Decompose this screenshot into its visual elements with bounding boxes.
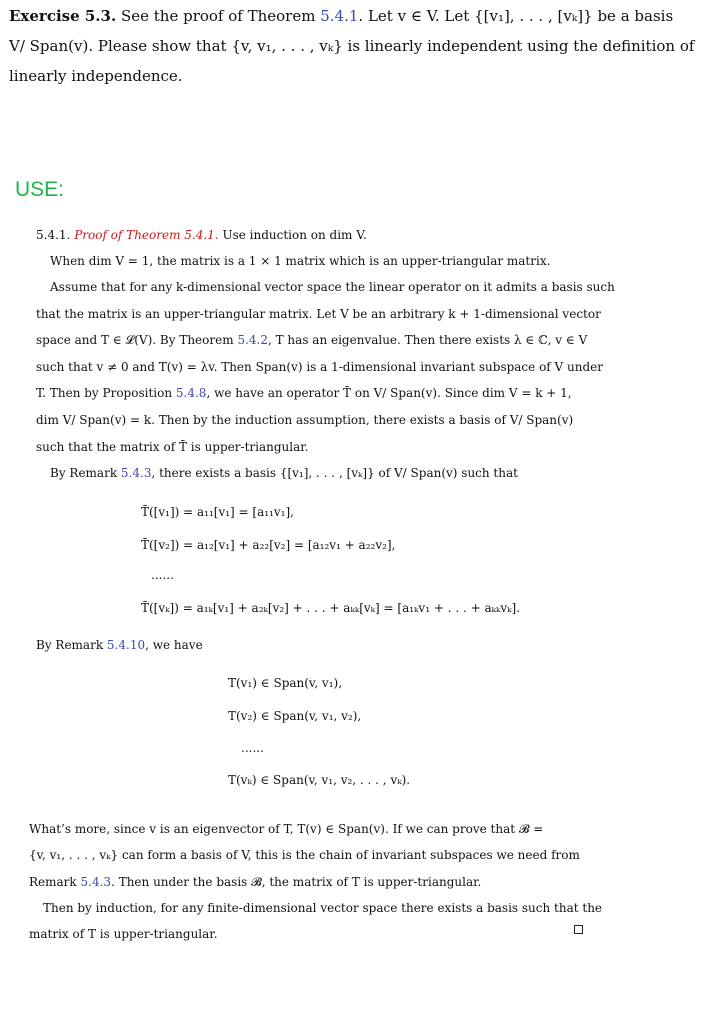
- use-label: USE:: [15, 178, 65, 201]
- proof-paragraph-2-line: [36, 333, 587, 347]
- proof-paragraph-2-line: Assume that for any k-dimensional vector space the linear operator on it admits a basis such: [50, 280, 615, 294]
- exercise-line-3: linearly independence.: [9, 67, 183, 85]
- proof-paragraph-6-line: matrix of T is upper-triangular.: [29, 927, 218, 941]
- proof-text: , there exists a basis {[v₁], . . . , [vₖ]} of V/ Span(v) such that: [151, 466, 518, 480]
- proof-paragraph-2-line: dim V/ Span(v) = k. Then by the induction assumption, there exists a basis of V/ Span(v): [36, 413, 574, 427]
- proof-paragraph-2-line: such that v ≠ 0 and T(v) = λv. Then Span(v) is a 1-dimensional invariant subspace of V under: [36, 360, 604, 374]
- remark-link[interactable]: 5.4.10: [106, 638, 146, 652]
- proof-paragraph-2-line: such that the matrix of T̄ is upper-triangular.: [36, 440, 309, 454]
- proof-text: Remark: [29, 875, 77, 889]
- exercise-text: See the proof of Theorem: [120, 7, 316, 25]
- proof-text: By Remark: [36, 638, 104, 652]
- proof-paragraph-6-line: Then by induction, for any finite-dimensional vector space there exists a basis such that the: [43, 901, 603, 915]
- proposition-link[interactable]: 5.4.8: [175, 386, 207, 400]
- equation-2: T̄([v₂]) = a₁₂[v₁] + a₂₂[v₂] = [a₁₂v₁ + a₂₂v₂],: [141, 538, 396, 552]
- equation-ellipsis: ......: [151, 568, 174, 582]
- theorem-link[interactable]: 5.4.2: [237, 333, 268, 347]
- proof-paragraph-2-line: that the matrix is an upper-triangular matrix. Let V be an arbitrary k + 1-dimensional vector: [36, 307, 601, 321]
- theorem-link[interactable]: 5.4.1: [320, 7, 359, 25]
- proof-paragraph-5-line: [29, 875, 481, 889]
- proof-text: , we have: [145, 638, 203, 652]
- qed-square-icon: [574, 925, 583, 934]
- proof-paragraph-5-line: What’s more, since v is an eigenvector of T, T(v) ∈ Span(v). If we can prove that 𝓑 =: [29, 822, 544, 836]
- proof-paragraph-4: [36, 638, 203, 652]
- proof-paragraph-3: [50, 466, 518, 480]
- equation-5: T(v₂) ∈ Span(v, v₁, v₂),: [228, 709, 362, 723]
- proof-heading: [36, 228, 367, 242]
- proof-text: , T has an eigenvalue. Then there exists λ ∈ ℂ, v ∈ V: [267, 333, 588, 347]
- proof-number: 5.4.1.: [36, 228, 71, 242]
- equation-3: T̄([vₖ]) = a₁ₖ[v₁] + a₂ₖ[v₂] + . . . + aₖₖ[vₖ] = [a₁ₖv₁ + . . . + aₖₖvₖ].: [141, 601, 521, 615]
- proof-text: Use induction on dim V.: [222, 228, 367, 242]
- proof-text: . Then under the basis 𝓑, the matrix of T is upper-triangular.: [111, 875, 482, 889]
- exercise-label: Exercise 5.3.: [9, 7, 117, 25]
- equation-6: T(vₖ) ∈ Span(v, v₁, v₂, . . . , vₖ).: [228, 773, 411, 787]
- remark-link[interactable]: 5.4.3: [120, 466, 152, 480]
- proof-paragraph-1: When dim V = 1, the matrix is a 1 × 1 matrix which is an upper-triangular matrix.: [50, 254, 551, 268]
- proof-paragraph-2-line: [36, 386, 572, 400]
- remark-link[interactable]: 5.4.3: [80, 875, 112, 889]
- exercise-line-2: V/ Span(v). Please show that {v, v₁, . . . , vₖ} is linearly independent using the definition of: [9, 37, 695, 55]
- exercise-text: . Let v ∈ V. Let {[v₁], . . . , [vₖ]} be a basis: [358, 7, 674, 25]
- equation-1: T̄([v₁]) = a₁₁[v₁] = [a₁₁v₁],: [141, 505, 294, 519]
- proof-title: Proof of Theorem 5.4.1.: [74, 228, 219, 242]
- exercise-line-1: [9, 7, 673, 25]
- equation-4: T(v₁) ∈ Span(v, v₁),: [228, 676, 343, 690]
- proof-text: space and T ∈ 𝓛(V). By Theorem: [36, 333, 234, 347]
- proof-text: By Remark: [50, 466, 118, 480]
- proof-paragraph-5-line: {v, v₁, . . . , vₖ} can form a basis of V, this is the chain of invariant subspaces we need from: [29, 848, 580, 862]
- equation-ellipsis: ......: [241, 741, 264, 755]
- proof-text: T. Then by Proposition: [36, 386, 173, 400]
- proof-text: , we have an operator T̄ on V/ Span(v). Since dim V = k + 1,: [206, 386, 572, 400]
